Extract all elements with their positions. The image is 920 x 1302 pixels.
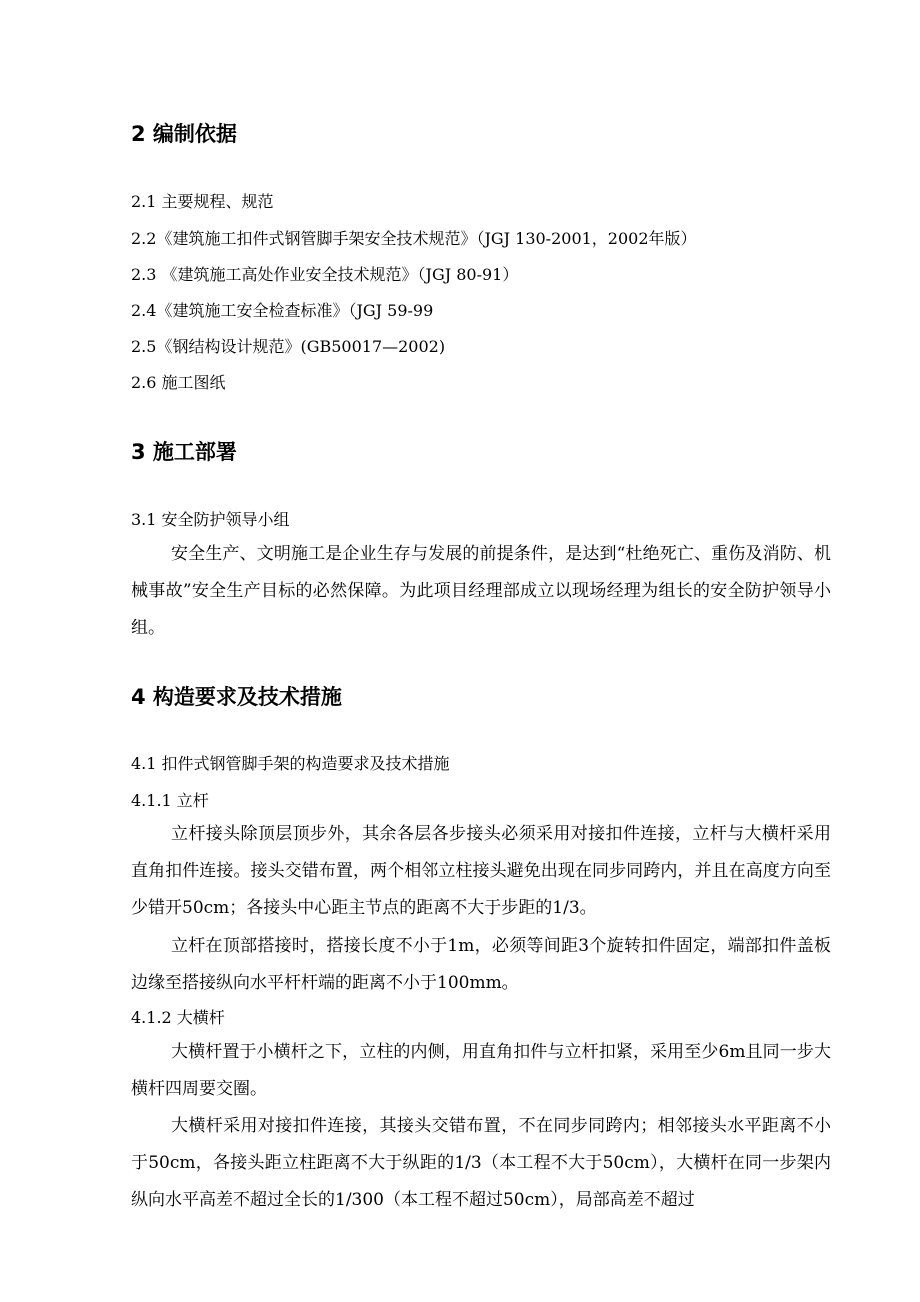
section-2-item-6: 2.6 施工图纸 xyxy=(131,373,226,392)
section-2-item-2: 2.2《建筑施工扣件式钢管脚手架安全技术规范》（JGJ 130-2001，2002年版） xyxy=(131,229,697,248)
section-2-item-5: 2.5《钢结构设计规范》(GB50017—2002) xyxy=(131,337,446,356)
section-3-1-title: 3.1 安全防护领导小组 xyxy=(131,510,290,529)
section-4-1-2-paragraph-2: 大横杆采用对接扣件连接，其接头交错布置，不在同步同跨内；相邻接头水平距离不小于50cm，各接头距立柱距离不大于纵距的1/3（本工程不大于50cm），大横杆在同一步架内纵向水平高差不超过全长的1/300（本工程不超过50cm），局部高差不超过 xyxy=(131,1116,831,1210)
section-4-heading: 4 构造要求及技术措施 xyxy=(131,685,342,709)
section-2-item-1: 2.1 主要规程、规范 xyxy=(131,192,274,211)
section-2-heading: 2 编制依据 xyxy=(131,122,237,146)
section-4-1-title: 4.1 扣件式钢管脚手架的构造要求及技术措施 xyxy=(131,754,450,773)
section-2-item-3: 2.3 《建筑施工高处作业安全技术规范》（JGJ 80-91） xyxy=(131,265,519,284)
section-3-heading: 3 施工部署 xyxy=(131,440,237,464)
section-4-1-1-paragraph-1: 立杆接头除顶层顶步外，其余各层各步接头必须采用对接扣件连接，立杆与大横杆采用直角扣件连接。接头交错布置，两个相邻立柱接头避免出现在同步同跨内，并且在高度方向至少错开50cm；各接头中心距主节点的距离不大于步距的1/3。 xyxy=(131,824,831,918)
section-4-1-2-title: 4.1.2 大横杆 xyxy=(131,1008,225,1027)
section-2-item-4: 2.4《建筑施工安全检查标准》（JGJ 59-99 xyxy=(131,301,434,320)
section-4-1-2-paragraph-1: 大横杆置于小横杆之下，立柱的内侧，用直角扣件与立杆扣紧，采用至少6m且同一步大横杆四周要交圈。 xyxy=(131,1042,831,1099)
section-4-1-1-paragraph-2: 立杆在顶部搭接时，搭接长度不小于1m，必须等间距3个旋转扣件固定，端部扣件盖板边缘至搭接纵向水平杆杆端的距离不小于100mm。 xyxy=(131,936,831,993)
section-4-1-1-title: 4.1.1 立杆 xyxy=(131,791,209,810)
section-3-1-paragraph: 安全生产、文明施工是企业生存与发展的前提条件，是达到“杜绝死亡、重伤及消防、机械事故”安全生产目标的必然保障。为此项目经理部成立以现场经理为组长的安全防护领导小组。 xyxy=(131,544,831,638)
